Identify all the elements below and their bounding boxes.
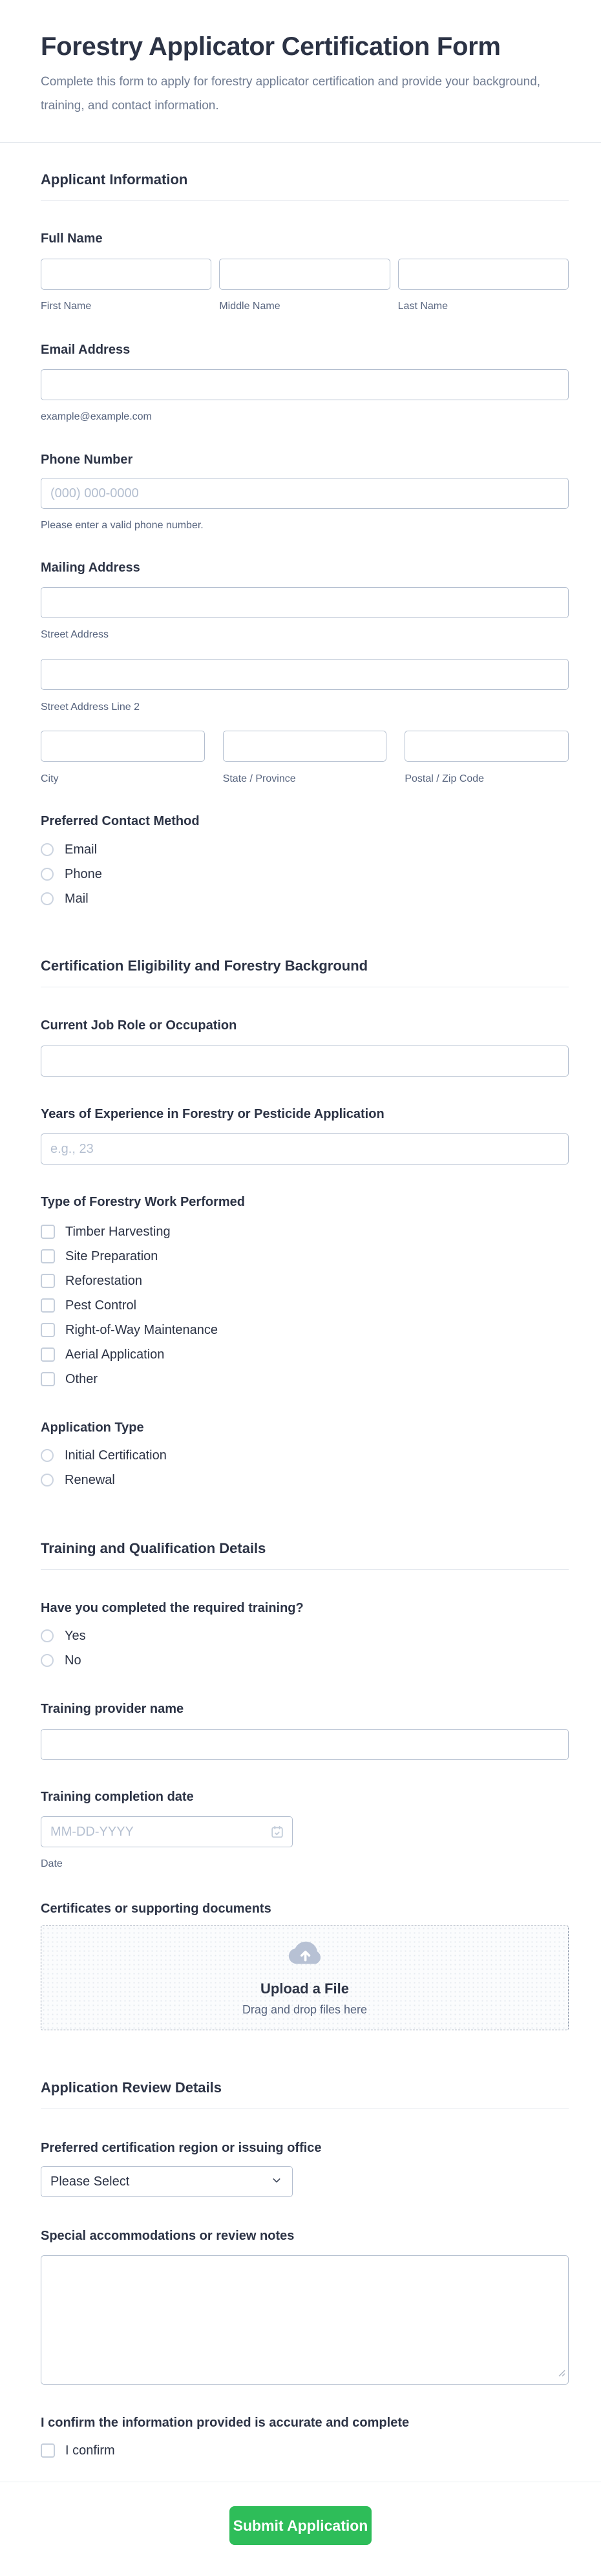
region-select[interactable]: [41, 2166, 293, 2197]
option-label: No: [65, 1653, 81, 1668]
section-heading-training-details: Training and Qualification Details: [41, 1540, 569, 1570]
upload-hint: Drag and drop files here: [242, 2002, 368, 2016]
checkbox-option-timber-harvesting[interactable]: [41, 1219, 569, 1244]
radio-option-yes[interactable]: [41, 1624, 569, 1648]
checkbox-option-i-confirm[interactable]: [41, 2438, 569, 2463]
section-heading-certification-eligibility: Certification Eligibility and Forestry Background: [41, 958, 569, 987]
question-label: Preferred Contact Method: [41, 814, 200, 828]
radio-option-mail[interactable]: [41, 886, 569, 911]
street-address-sublabel: Street Address: [41, 629, 109, 640]
option-label: Yes: [65, 1628, 86, 1643]
option-label: Site Preparation: [65, 1249, 158, 1263]
middle-name-input[interactable]: [219, 259, 390, 290]
file-upload-dropzone[interactable]: [41, 1926, 569, 2030]
date-sublabel: Date: [41, 1858, 63, 1869]
training-date-input[interactable]: [41, 1816, 293, 1847]
question-full-name: [41, 230, 569, 312]
street-address-line2-sublabel: Street Address Line 2: [41, 702, 140, 713]
section-heading-application-review: Application Review Details: [41, 2079, 569, 2109]
question-label: I confirm the information provided is accurate and complete: [41, 2416, 410, 2430]
phone-input[interactable]: [41, 478, 569, 509]
option-label: Mail: [65, 891, 89, 906]
option-label: Pest Control: [65, 1298, 137, 1313]
option-label: Timber Harvesting: [65, 1224, 171, 1239]
question-label: Special accommodations or review notes: [41, 2229, 295, 2243]
question-label: Training completion date: [41, 1790, 194, 1804]
city-input[interactable]: [41, 731, 205, 762]
state-province-sublabel: State / Province: [222, 773, 296, 784]
radio-option-no[interactable]: [41, 1648, 569, 1673]
last-name-input[interactable]: [398, 259, 569, 290]
checkbox-option-right-of-way[interactable]: [41, 1318, 569, 1342]
years-experience-input[interactable]: [41, 1133, 569, 1165]
upload-title: Upload a File: [260, 1980, 349, 1997]
checkbox-icon[interactable]: [41, 1323, 55, 1337]
question-label: Certificates or supporting documents: [41, 1902, 271, 1916]
radio-option-phone[interactable]: [41, 862, 569, 886]
question-preferred-contact-method: [41, 813, 569, 911]
question-label: Have you completed the required training?: [41, 1601, 304, 1615]
option-label: Initial Certification: [65, 1448, 167, 1463]
checkbox-icon[interactable]: [41, 1298, 55, 1313]
submit-row: [0, 2506, 601, 2576]
question-training-date: [41, 1788, 569, 1870]
question-label: Phone Number: [41, 453, 133, 467]
checkbox-option-site-preparation[interactable]: [41, 1244, 569, 1269]
option-label: Phone: [65, 866, 102, 881]
radio-icon[interactable]: [41, 1474, 54, 1487]
question-certificates-upload: [41, 1900, 569, 2030]
radio-option-renewal[interactable]: [41, 1468, 569, 1492]
radio-icon[interactable]: [41, 1629, 54, 1642]
postal-zip-input[interactable]: [405, 731, 569, 762]
question-label: Training provider name: [41, 1702, 184, 1716]
checkbox-icon[interactable]: [41, 1225, 55, 1239]
checkbox-icon[interactable]: [41, 1347, 55, 1362]
option-label: I confirm: [65, 2443, 115, 2458]
radio-icon[interactable]: [41, 1654, 54, 1667]
checkbox-icon[interactable]: [41, 1249, 55, 1263]
question-label: Years of Experience in Forestry or Pesticide Application: [41, 1107, 385, 1121]
radio-icon[interactable]: [41, 868, 54, 881]
submit-application-button[interactable]: Submit Application: [229, 2506, 372, 2545]
option-label: Email: [65, 842, 98, 857]
email-field[interactable]: [41, 369, 569, 400]
first-name-sublabel: First Name: [41, 301, 92, 312]
radio-icon[interactable]: [41, 843, 54, 856]
question-application-type: [41, 1419, 569, 1492]
question-label: Email Address: [41, 343, 131, 357]
postal-zip-sublabel: Postal / Zip Code: [405, 773, 485, 784]
page-title: Forestry Applicator Certification Form: [41, 32, 501, 61]
section-heading-applicant-information: Applicant Information: [41, 171, 569, 201]
question-mailing-address: [41, 559, 569, 785]
checkbox-icon[interactable]: [41, 2443, 55, 2458]
question-years-experience: [41, 1106, 569, 1165]
radio-option-email[interactable]: [41, 837, 569, 862]
question-job-role: [41, 1017, 569, 1077]
radio-icon[interactable]: [41, 892, 54, 905]
state-province-input[interactable]: [223, 731, 387, 762]
question-review-notes: [41, 2227, 569, 2385]
option-label: Reforestation: [65, 1273, 142, 1288]
review-notes-textarea[interactable]: [41, 2255, 569, 2385]
city-sublabel: City: [41, 773, 59, 784]
option-label: Right-of-Way Maintenance: [65, 1322, 218, 1337]
checkbox-icon[interactable]: [41, 1274, 55, 1288]
question-label: Current Job Role or Occupation: [41, 1018, 237, 1033]
question-label: Application Type: [41, 1421, 144, 1435]
form-header: [0, 0, 601, 143]
first-name-input[interactable]: [41, 259, 211, 290]
phone-sublabel: Please enter a valid phone number.: [41, 520, 204, 531]
checkbox-option-other[interactable]: [41, 1367, 569, 1391]
calendar-icon[interactable]: [270, 1825, 284, 1842]
street-address-input[interactable]: [41, 587, 569, 618]
select-value: Please Select: [50, 2174, 130, 2189]
question-label: Full Name: [41, 231, 103, 246]
option-label: Other: [65, 1371, 98, 1386]
question-confirmation: [41, 2414, 569, 2463]
street-address-line2-input[interactable]: [41, 659, 569, 690]
job-role-input[interactable]: [41, 1046, 569, 1077]
chevron-down-icon: [271, 2175, 282, 2189]
checkbox-option-reforestation[interactable]: [41, 1269, 569, 1293]
question-phone: [41, 451, 569, 531]
training-provider-input[interactable]: [41, 1729, 569, 1760]
question-certification-region: [41, 2140, 569, 2197]
question-training-provider: [41, 1701, 569, 1760]
question-training-completed: [41, 1600, 569, 1673]
checkbox-option-pest-control[interactable]: [41, 1293, 569, 1318]
radio-icon[interactable]: [41, 1449, 54, 1462]
form-subtitle: Complete this form to apply for forestry applicator certification and provide your background, training, and contact information.: [41, 75, 541, 113]
option-label: Aerial Application: [65, 1347, 165, 1362]
question-label: Preferred certification region or issuing office: [41, 2141, 322, 2155]
question-label: Type of Forestry Work Performed: [41, 1195, 245, 1209]
upload-cloud-icon: [285, 1940, 325, 1971]
question-work-type: [41, 1194, 569, 1391]
option-label: Renewal: [65, 1472, 115, 1487]
question-email: [41, 341, 569, 423]
radio-option-initial-certification[interactable]: [41, 1443, 569, 1468]
checkbox-option-aerial-application[interactable]: [41, 1342, 569, 1367]
question-label: Mailing Address: [41, 561, 140, 575]
middle-name-sublabel: Middle Name: [219, 301, 280, 312]
checkbox-icon[interactable]: [41, 1372, 55, 1386]
email-sublabel: example@example.com: [41, 411, 152, 422]
form-body: [0, 171, 601, 2576]
last-name-sublabel: Last Name: [397, 301, 448, 312]
